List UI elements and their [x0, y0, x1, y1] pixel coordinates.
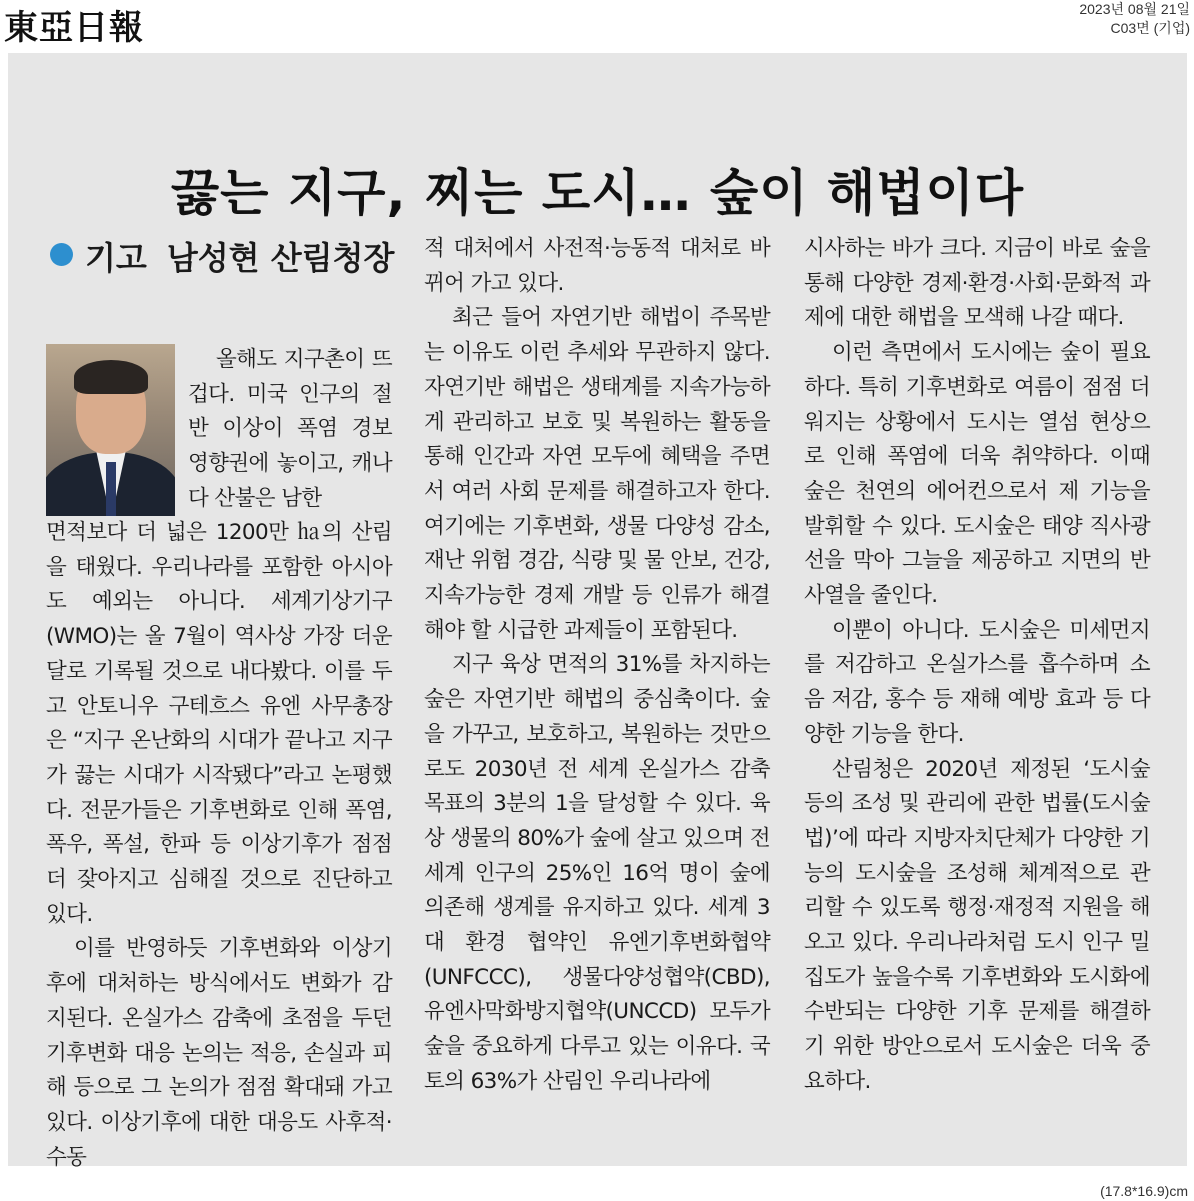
paragraph: 지구 육상 면적의 31%를 차지하는 숲은 자연기반 해법의 중심축이다. 숲을 가꾸고, 보호하고, 복원하는 것만으로도 2030년 전 세계 온실가스 감축 목표의 3분의 1을 달성할 수 있다. 육상 생물의 80%가 숲에 살고 있으며 전 세계 인구의 25%인 16억 명이 숲에 의존해 생계를 유지하고 있다. 세계 3대 환경 협약인 유엔기후변화협약(UNFCCC), 생물다양성협약(CBD), 유엔사막화방지협약(UNCCD) 모두가 숲을 중요하게 다루고 있는 이유다. 국토의 63%가 산림인 우리나라에 — [424, 652, 770, 1094]
paragraph: 시사하는 바가 크다. 지금이 바로 숲을 통해 다양한 경제·환경·사회·문화적 과제에 대한 해법을 모색해 나갈 때다. — [804, 236, 1150, 331]
byline-author: 남성현 산림청장 — [166, 239, 395, 277]
paragraph: 이뿐이 아니다. 도시숲은 미세먼지를 저감하고 온실가스를 흡수하며 소음 저감, 홍수 등 재해 예방 효과 등 다양한 기능을 한다. — [804, 617, 1150, 747]
paragraph: 산림청은 2020년 제정된 ‘도시숲 등의 조성 및 관리에 관한 법률(도시숲법)’에 따라 지방자치단체가 다양한 기능의 도시숲을 조성해 체계적으로 관리할 수 있도록 행정·재정적 지원을 해 오고 있다. 우리나라처럼 도시 인구 밀집도가 높을수록 기후변화와 도시화에 수반되는 다양한 기후 문제를 해결하기 위한 방안으로서 도시숲은 더욱 중요하다. — [804, 756, 1150, 1094]
publication-date: 2023년 08월 21일 — [1079, 1, 1190, 17]
publication-info — [1079, 0, 1190, 38]
column-1 — [46, 516, 392, 1175]
paragraph: 적 대처에서 사전적·능동적 대처로 바뀌어 가고 있다. — [424, 236, 770, 296]
paragraph: 올해도 지구촌이 뜨겁다. 미국 인구의 절반 이상이 폭염 경보 영향권에 놓이고, 캐나다 산불은 남한 — [188, 347, 392, 511]
article-headline: 끓는 지구, 찌는 도시… 숲이 해법이다 — [170, 164, 1025, 222]
column-1-beside-photo — [188, 343, 392, 517]
clip-size: (17.8*16.9)cm — [1100, 1183, 1188, 1199]
column-2 — [424, 232, 770, 1100]
newspaper-masthead: 東亞日報 — [4, 8, 144, 48]
bullet-icon — [50, 243, 73, 266]
paragraph: 면적보다 더 넓은 1200만 ㏊의 산림을 태웠다. 우리나라를 포함한 아시아도 예외는 아니다. 세계기상기구(WMO)는 올 7월이 역사상 가장 더운 달로 기록될 것으로 내다봤다. 이를 두고 안토니우 구테흐스 유엔 사무총장은 “지구 온난화의 시대가 끝나고 지구가 끓는 시대가 시작됐다”라고 논평했다. 전문가들은 기후변화로 인해 폭염, 폭우, 폭설, 한파 등 이상기후가 점점 더 잦아지고 심해질 것으로 진단하고 있다. — [46, 520, 392, 927]
author-photo — [46, 344, 175, 516]
paragraph: 최근 들어 자연기반 해법이 주목받는 이유도 이런 추세와 무관하지 않다. 자연기반 해법은 생태계를 지속가능하게 관리하고 보호 및 복원하는 활동을 통해 인간과 자연 모두에 혜택을 주면서 여러 사회 문제를 해결하고자 한다. 여기에는 기후변화, 생물 다양성 감소, 재난 위험 경감, 식량 및 물 안보, 건강, 지속가능한 경제 개발 등 인류가 해결해야 할 시급한 과제들이 포함된다. — [424, 305, 770, 643]
page-section: C03면 (기업) — [1110, 20, 1190, 36]
column-3 — [804, 232, 1150, 1100]
byline-label: 기고 — [85, 239, 147, 277]
paragraph: 이런 측면에서 도시에는 숲이 필요하다. 특히 기후변화로 여름이 점점 더워지는 상황에서 도시는 열섬 현상으로 인해 폭염에 더욱 취약하다. 이때 숲은 천연의 에어컨으로서 제 기능을 발휘할 수 있다. 도시숲은 태양 직사광선을 막아 그늘을 제공하고 지면의 반사열을 줄인다. — [804, 340, 1150, 609]
byline — [50, 233, 394, 279]
paragraph: 이를 반영하듯 기후변화와 이상기후에 대처하는 방식에서도 변화가 감지된다. 온실가스 감축에 초점을 두던 기후변화 대응 논의는 적응, 손실과 피해 등으로 그 논의가 점점 확대돼 가고 있다. 이상기후에 대한 대응도 사후적·수동 — [46, 936, 392, 1170]
